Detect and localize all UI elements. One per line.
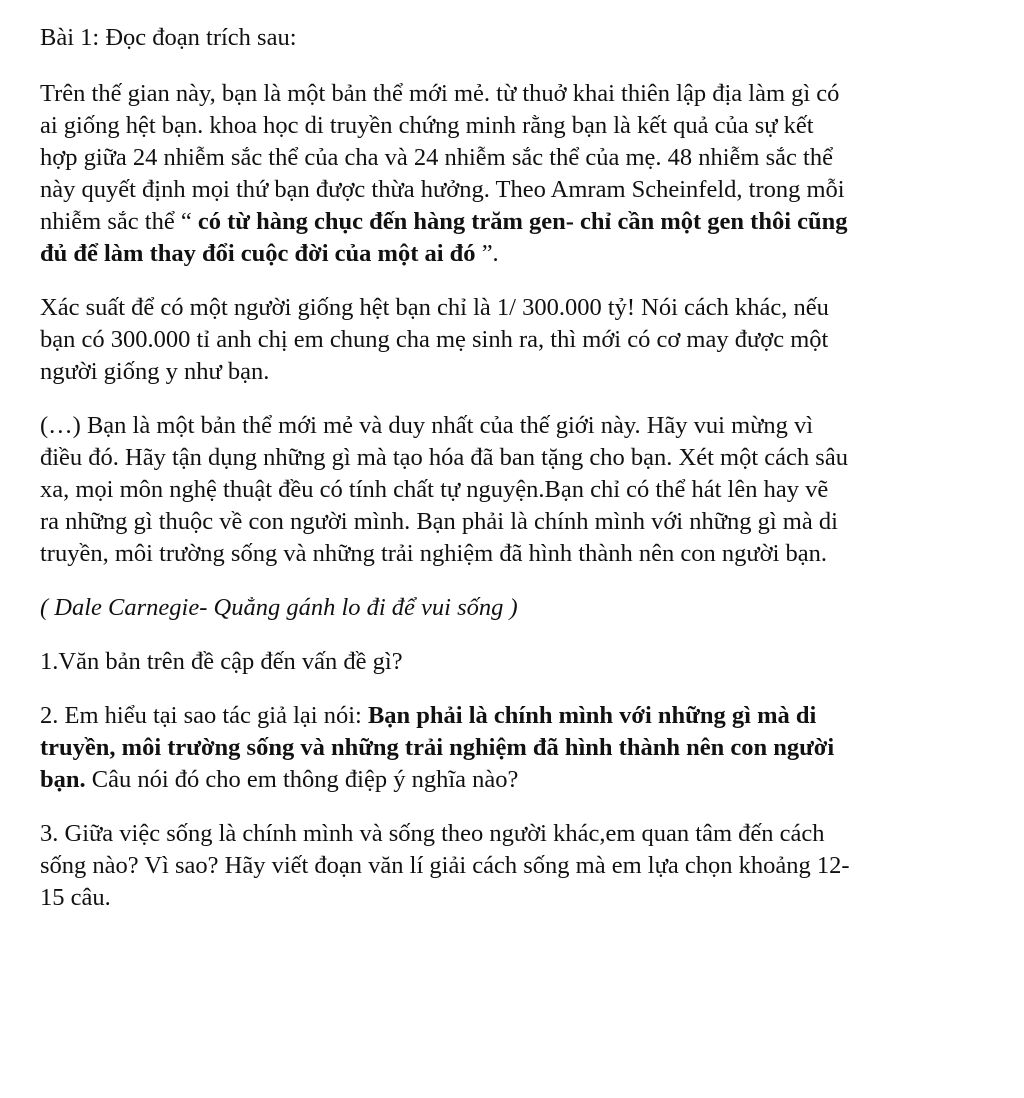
question-2 <box>40 700 1010 796</box>
text-run: 2. Em hiểu tại sao tác giả lại nói: <box>40 702 368 729</box>
question-1: 1.Văn bản trên đề cập đến vấn đề gì? <box>40 648 403 675</box>
text-line: 15 câu. <box>40 884 111 911</box>
bold-quote: bạn. <box>40 766 86 793</box>
text-line: sống nào? Vì sao? Hãy viết đoạn văn lí giải cách sống mà em lựa chọn khoảng 12- <box>40 852 850 879</box>
text-run: nhiễm sắc thể “ <box>40 208 198 235</box>
text-line: bạn có 300.000 tỉ anh chị em chung cha mẹ sinh ra, thì mới có cơ may được một <box>40 326 829 353</box>
bold-quote: Bạn phải là chính mình với những gì mà di <box>367 702 817 729</box>
text-line <box>40 700 1010 732</box>
text-line: điều đó. Hãy tận dụng những gì mà tạo hóa đã ban tặng cho bạn. Xét một cách sâu <box>40 444 848 471</box>
source-citation: ( Dale Carnegie- Quẳng gánh lo đi để vui sống ) <box>40 594 518 621</box>
exercise-title: Bài 1: Đọc đoạn trích sau: <box>40 24 297 51</box>
text-line: người giống y như bạn. <box>40 358 270 385</box>
passage-paragraph-1 <box>40 78 1010 270</box>
text-line: hợp giữa 24 nhiễm sắc thể của cha và 24 nhiễm sắc thể của mẹ. 48 nhiễm sắc thể <box>40 144 833 171</box>
bold-quote: đủ để làm thay đổi cuộc đời của một ai đó <box>40 240 476 267</box>
text-line <box>40 238 1010 270</box>
text-line: Xác suất để có một người giống hệt bạn chỉ là 1/ 300.000 tỷ! Nói cách khác, nếu <box>40 294 829 321</box>
text-line: xa, mọi môn nghệ thuật đều có tính chất tự nguyện.Bạn chỉ có thể hát lên hay vẽ <box>40 476 829 503</box>
text-line: Trên thế gian này, bạn là một bản thể mới mẻ. từ thuở khai thiên lập địa làm gì có <box>40 80 840 107</box>
text-line: ra những gì thuộc về con người mình. Bạn phải là chính mình với những gì mà di <box>40 508 838 535</box>
text-line: này quyết định mọi thứ bạn được thừa hưởng. Theo Amram Scheinfeld, trong mỗi <box>40 176 845 203</box>
question-3 <box>40 818 1010 914</box>
bold-quote: có từ hàng chục đến hàng trăm gen- chỉ cần một gen thôi cũng <box>197 208 848 235</box>
text-line: 3. Giữa việc sống là chính mình và sống theo người khác,em quan tâm đến cách <box>40 820 825 847</box>
text-line: ai giống hệt bạn. khoa học di truyền chứng minh rằng bạn là kết quả của sự kết <box>40 112 814 139</box>
document <box>40 22 1010 936</box>
text-line: (…) Bạn là một bản thể mới mẻ và duy nhất của thế giới này. Hãy vui mừng vì <box>40 412 814 439</box>
text-line <box>40 206 1010 238</box>
text-run: ”. <box>475 240 499 267</box>
passage-paragraph-2 <box>40 292 1010 388</box>
text-run: Câu nói đó cho em thông điệp ý nghĩa nào? <box>85 766 519 793</box>
text-line <box>40 764 1010 796</box>
bold-quote: truyền, môi trường sống và những trải nghiệm đã hình thành nên con người <box>40 734 835 761</box>
passage-paragraph-3 <box>40 410 1010 570</box>
text-line: truyền, môi trường sống và những trải nghiệm đã hình thành nên con người bạn. <box>40 540 828 567</box>
